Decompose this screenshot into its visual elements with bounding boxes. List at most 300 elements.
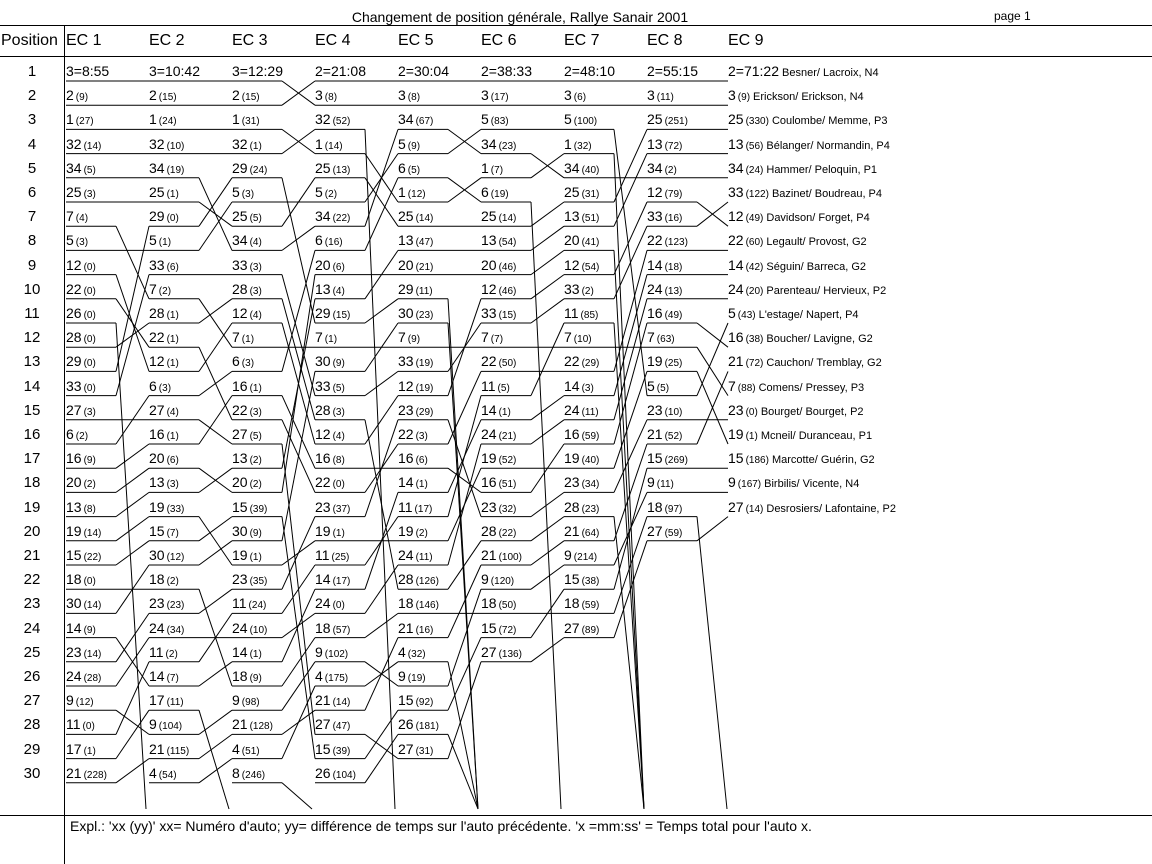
car-number: 9: [149, 716, 157, 733]
car-number: 19: [481, 450, 497, 467]
position-number: 25: [23, 643, 41, 661]
position-number: 22: [23, 571, 41, 589]
time-gap: (122): [745, 189, 769, 200]
car-number: 1: [481, 159, 489, 176]
legend-explanation: Expl.: 'xx (yy)' xx= Numéro d'auto; yy= différence de temps sur l'auto précédente. 'x =mm:ss' = Temps total pour l'auto x.: [70, 818, 812, 834]
car-entry: [481, 209, 516, 224]
time-gap: (25): [664, 358, 683, 370]
car-number: 27: [315, 716, 331, 733]
car-number: 21: [66, 764, 82, 781]
car-number: 20: [232, 474, 248, 491]
car-number: 29: [149, 208, 165, 225]
car-entry: [149, 137, 184, 152]
position-connector: [448, 444, 481, 565]
car-number: 27: [232, 426, 248, 442]
car-entry: [315, 500, 350, 515]
car-number: 9: [564, 547, 572, 563]
car-entry: [481, 475, 516, 490]
car-entry: [564, 475, 599, 490]
car-entry: [481, 596, 516, 611]
car-number: 33: [398, 353, 414, 370]
position-number: 26: [23, 668, 41, 685]
time-gap: (0): [83, 334, 96, 346]
position-connector: [697, 347, 728, 395]
position-connector: [448, 420, 481, 517]
time-gap: (97): [664, 503, 683, 515]
car-entry: [315, 524, 345, 539]
time-gap: (1): [166, 358, 179, 370]
time-gap: (15): [241, 92, 260, 104]
crew-name: Mcneil/ Duranceau, P1: [760, 430, 873, 442]
car-entry: [728, 354, 882, 369]
time-gap: (23): [498, 140, 517, 152]
time-gap: (4): [249, 237, 262, 249]
position-number: 24: [23, 619, 41, 637]
car-entry: [66, 693, 94, 708]
car-entry: [149, 161, 184, 176]
total-time: =21:08: [322, 63, 367, 79]
time-gap: (6): [332, 261, 345, 273]
car-number: 33: [564, 280, 580, 297]
car-number: 28: [232, 280, 248, 297]
car-entry: [398, 137, 420, 152]
car-number: 14: [647, 256, 663, 273]
time-gap: (14): [498, 213, 517, 225]
time-gap: (88): [737, 382, 756, 394]
car-number: 12: [564, 256, 580, 273]
time-gap: (50): [498, 600, 517, 612]
position-connector: [531, 202, 564, 226]
car-number: 5: [481, 111, 489, 128]
time-gap: (24): [158, 116, 177, 128]
position-connector: [282, 783, 312, 809]
car-entry: [149, 548, 184, 563]
car-entry: [481, 427, 516, 442]
time-gap: (6): [166, 455, 179, 467]
car-entry: [315, 354, 345, 369]
time-gap: (46): [498, 261, 517, 273]
time-gap: (4): [249, 310, 262, 321]
position-connector: [199, 517, 232, 565]
time-gap: (19): [415, 358, 434, 370]
car-entry: [647, 427, 682, 442]
time-gap: (29): [415, 406, 434, 418]
crew-name: Bazinet/ Boudreau, P4: [771, 188, 883, 200]
position-number: 5: [27, 159, 37, 177]
car-entry: [149, 475, 179, 490]
time-gap: (1): [498, 406, 511, 418]
car-number: 7: [647, 329, 655, 346]
time-gap: (9): [249, 527, 262, 539]
car-entry: [315, 475, 345, 490]
car-entry: [398, 403, 433, 418]
car-entry: [481, 645, 522, 660]
car-number: 9: [66, 692, 74, 709]
car-number: 3: [232, 63, 240, 79]
car-number: 14: [481, 401, 497, 418]
car-entry: [398, 88, 420, 103]
car-entry: [481, 500, 516, 515]
car-number: 7: [481, 329, 489, 346]
car-entry: [398, 524, 428, 539]
total-time: =48:10: [571, 63, 616, 79]
position-connector: [282, 178, 315, 323]
car-number: 7: [315, 329, 323, 346]
time-gap: (72): [745, 358, 764, 370]
time-gap: (14): [83, 648, 102, 660]
car-entry: [728, 500, 896, 515]
car-entry: [398, 354, 433, 369]
car-number: 34: [564, 159, 580, 176]
time-gap: (0): [82, 721, 95, 733]
position-connector: [199, 517, 232, 541]
car-number: 4: [149, 764, 157, 781]
time-gap: (5): [249, 431, 262, 442]
time-gap: (22): [332, 213, 351, 225]
car-entry: [647, 500, 682, 515]
time-gap: (0): [83, 382, 96, 394]
position-connector: [199, 710, 229, 809]
car-number: 7: [66, 208, 74, 225]
car-number: 7: [232, 329, 240, 346]
crew-name: Marcotte/ Guérin, G2: [771, 454, 875, 467]
time-gap: (1): [249, 382, 262, 394]
time-gap: (10): [664, 406, 683, 418]
car-number: 16: [728, 329, 744, 346]
car-number: 33: [728, 184, 744, 200]
car-number: 24: [647, 280, 663, 297]
time-gap: (2): [249, 455, 262, 467]
car-number: 14: [564, 377, 580, 394]
time-gap: (23): [415, 310, 434, 321]
time-gap: (12): [75, 697, 94, 709]
car-entry: [66, 88, 88, 103]
car-number: 16: [564, 426, 580, 442]
car-number: 21: [398, 619, 414, 636]
position-number: 30: [23, 764, 41, 782]
car-entry: [232, 379, 262, 394]
car-entry: [232, 427, 262, 442]
time-gap: (3): [249, 406, 262, 418]
car-entry: [232, 451, 262, 466]
time-gap: (3): [249, 261, 262, 273]
car-number: 22: [728, 232, 744, 249]
position-connector: [116, 662, 149, 735]
car-number: 13: [232, 450, 248, 467]
time-gap: (14): [83, 140, 102, 152]
car-entry: [66, 330, 96, 345]
car-number: 5: [315, 184, 323, 200]
time-gap: (59): [664, 527, 683, 539]
car-entry: [66, 669, 101, 684]
car-number: 25: [66, 184, 82, 200]
car-number: 5: [66, 232, 74, 249]
car-number: 1: [232, 111, 240, 128]
position-connector: [282, 662, 315, 710]
car-number: 4: [398, 643, 406, 660]
time-gap: (13): [664, 285, 683, 297]
car-entry: [728, 403, 864, 418]
car-entry: [66, 64, 109, 78]
car-entry: [149, 258, 179, 273]
time-gap: (1): [415, 479, 428, 491]
time-gap: (32): [498, 503, 517, 515]
car-number: 25: [149, 184, 165, 200]
time-gap: (7): [490, 334, 504, 346]
car-entry: [481, 548, 522, 563]
car-number: 23: [481, 498, 497, 515]
car-entry: [66, 717, 95, 732]
car-number: 23: [398, 401, 414, 418]
crew-name: L'estage/ Napert, P4: [758, 309, 859, 321]
car-entry: [232, 88, 260, 103]
time-gap: (7): [166, 527, 179, 539]
time-gap: (24): [745, 164, 764, 176]
time-gap: (0): [166, 213, 179, 225]
car-entry: [149, 427, 179, 442]
time-gap: (167): [737, 479, 762, 491]
position-connector: [614, 154, 647, 227]
car-entry: [149, 185, 179, 200]
time-gap: (4): [75, 213, 89, 225]
time-gap: (51): [581, 213, 600, 225]
car-number: 9: [315, 643, 323, 660]
car-entry: [481, 282, 516, 297]
car-entry: [728, 282, 886, 297]
car-number: 19: [564, 450, 580, 467]
car-entry: [232, 354, 254, 369]
time-gap: (24): [249, 164, 268, 176]
time-gap: (102): [324, 648, 349, 660]
car-entry: [647, 88, 674, 103]
position-number: 9: [27, 256, 37, 274]
time-gap: (89): [581, 624, 600, 636]
time-gap: (1): [324, 334, 338, 346]
stage-header: EC 9: [728, 32, 764, 49]
car-number: 13: [66, 498, 82, 515]
car-entry: [398, 693, 433, 708]
car-entry: [564, 427, 599, 442]
position-number: 14: [23, 377, 41, 395]
car-number: 18: [232, 668, 248, 684]
car-entry: [481, 306, 516, 321]
time-gap: (104): [332, 769, 356, 781]
position-number: 27: [23, 692, 41, 710]
car-entry: [149, 524, 179, 539]
car-entry: [647, 112, 688, 127]
time-gap: (1): [166, 431, 179, 442]
position-connector: [365, 178, 398, 226]
car-entry: [66, 451, 96, 466]
car-number: 5: [149, 232, 157, 249]
time-gap: (52): [332, 116, 351, 128]
car-entry: [232, 185, 254, 200]
position-connector: [116, 275, 149, 396]
position-connector: [199, 371, 232, 395]
position-connector: [199, 589, 232, 613]
car-entry: [315, 451, 345, 466]
position-connector: [199, 323, 232, 371]
car-number: 11: [564, 305, 579, 321]
time-gap: (3): [241, 189, 255, 200]
car-entry: [232, 112, 260, 127]
car-number: 7: [564, 329, 572, 346]
car-entry: [149, 596, 184, 611]
car-entry: [315, 88, 337, 103]
crew-name: Hammer/ Peloquin, P1: [766, 163, 878, 176]
car-entry: [232, 475, 262, 490]
position-connector: [365, 638, 398, 711]
position-connector: [365, 129, 398, 226]
position-connector: [531, 323, 564, 396]
time-gap: (11): [656, 479, 674, 491]
car-number: 13: [728, 135, 744, 152]
car-number: 27: [728, 498, 744, 515]
car-number: 4: [315, 668, 323, 684]
car-entry: [315, 621, 350, 636]
time-gap: (0): [83, 261, 96, 273]
time-gap: (25): [331, 552, 350, 563]
car-entry: [564, 524, 599, 539]
time-gap: (146): [415, 600, 439, 612]
time-gap: (2): [324, 189, 338, 200]
car-entry: [728, 475, 859, 490]
car-entry: [647, 475, 674, 490]
car-entry: [398, 64, 449, 78]
position-connector: [282, 299, 315, 420]
time-gap: (4): [332, 431, 345, 442]
time-gap: (0): [83, 576, 96, 588]
car-entry: [315, 379, 345, 394]
position-number: 29: [23, 740, 41, 758]
time-gap: (4): [332, 285, 345, 297]
time-gap: (17): [332, 576, 351, 588]
position-connector: [199, 178, 232, 226]
car-number: 30: [315, 353, 331, 370]
car-entry: [66, 524, 101, 539]
car-number: 3: [398, 87, 406, 104]
position-connector: [448, 396, 481, 517]
time-gap: (6): [166, 261, 179, 273]
car-entry: [481, 233, 516, 248]
car-number: 3: [728, 87, 736, 104]
time-gap: (246): [241, 769, 266, 781]
time-gap: (16): [324, 237, 343, 249]
car-entry: [149, 693, 184, 708]
car-number: 8: [232, 764, 240, 781]
car-entry: [564, 548, 597, 563]
time-gap: (0): [332, 479, 345, 491]
time-gap: (50): [498, 358, 517, 370]
time-gap: (7): [166, 673, 179, 684]
time-gap: (8): [332, 455, 345, 467]
time-gap: (59): [581, 431, 600, 442]
time-gap: (1): [249, 140, 262, 152]
car-number: 27: [149, 401, 165, 418]
crew-name: Birbilis/ Vicente, N4: [764, 478, 860, 491]
time-gap: (2): [415, 527, 428, 539]
car-number: 16: [315, 450, 331, 467]
car-entry: [398, 717, 439, 732]
time-gap: (9): [75, 92, 89, 104]
position-connector: [116, 299, 149, 347]
time-gap: (20): [745, 285, 764, 297]
car-entry: [232, 693, 260, 708]
time-gap: (9): [332, 358, 345, 370]
car-number: 33: [647, 208, 663, 225]
time-gap: (56): [745, 140, 764, 152]
position-connector: [614, 323, 644, 809]
position-connector: [365, 129, 395, 809]
car-entry: [564, 500, 599, 515]
position-number: 19: [23, 498, 41, 516]
position-connector: [116, 468, 149, 492]
time-gap: (34): [166, 624, 185, 636]
car-number: 19: [728, 426, 744, 442]
car-number: 15: [647, 450, 663, 467]
time-gap: (10): [166, 140, 185, 152]
time-gap: (14): [324, 140, 343, 152]
car-number: 21: [564, 522, 580, 539]
car-entry: [232, 596, 266, 611]
time-gap: (28): [83, 673, 102, 684]
car-number: 24: [398, 547, 414, 563]
time-gap: (1): [166, 189, 179, 200]
car-entry: [232, 717, 273, 732]
car-entry: [647, 233, 688, 248]
position-connector: [614, 420, 647, 493]
position-connector: [365, 299, 398, 323]
car-entry: [66, 475, 96, 490]
car-entry: [232, 306, 262, 321]
car-entry: [564, 403, 599, 418]
time-gap: (46): [498, 285, 517, 297]
time-gap: (19): [166, 164, 185, 176]
time-gap: (9): [83, 624, 96, 636]
car-entry: [315, 306, 350, 321]
time-gap: (15): [498, 310, 517, 321]
time-gap: (136): [498, 648, 522, 660]
time-gap: (2): [166, 576, 179, 588]
time-gap: (5): [83, 164, 96, 176]
car-entry: [647, 282, 682, 297]
time-gap: (12): [407, 189, 426, 200]
position-connector: [199, 734, 232, 758]
car-number: 34: [647, 159, 663, 176]
position-number: 13: [23, 353, 41, 371]
time-gap: (57): [332, 624, 351, 636]
car-entry: [398, 742, 433, 757]
car-number: 13: [315, 280, 331, 297]
time-gap: (21): [415, 261, 434, 273]
car-number: 24: [564, 401, 580, 418]
time-gap: (269): [664, 455, 688, 467]
car-number: 1: [315, 135, 323, 152]
car-entry: [232, 330, 254, 345]
position-connector: [282, 589, 315, 662]
position-number: 15: [23, 401, 41, 419]
car-entry: [728, 209, 870, 224]
car-entry: [66, 258, 96, 273]
time-gap: (63): [656, 334, 675, 346]
car-number: 34: [398, 111, 414, 128]
time-gap: (6): [415, 455, 428, 467]
car-entry: [66, 209, 88, 224]
car-entry: [481, 161, 503, 176]
car-entry: [647, 379, 669, 394]
time-gap: (35): [249, 576, 268, 588]
time-gap: (22): [498, 527, 517, 539]
